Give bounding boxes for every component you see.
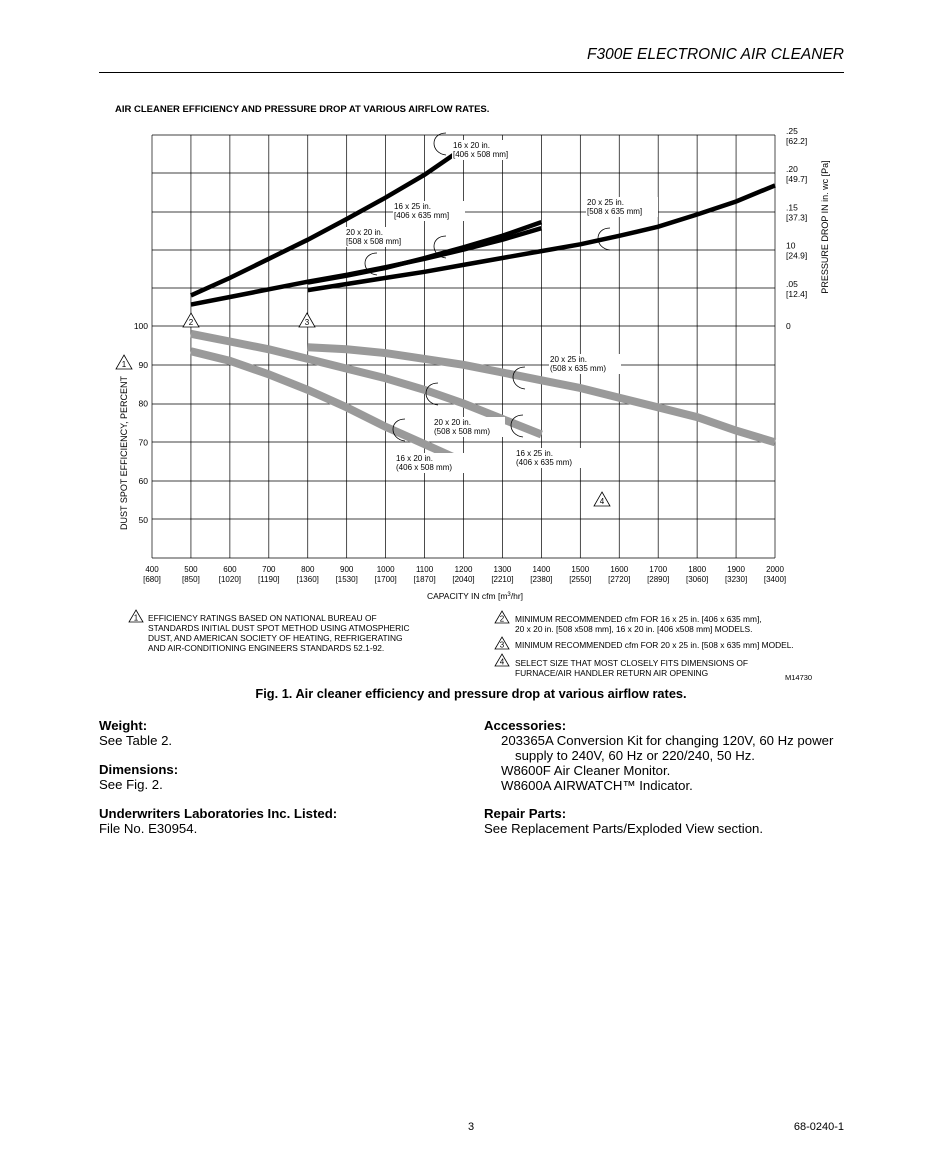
efficiency-tick-label: 70 [138,437,148,448]
note-markers [116,313,610,506]
x-axis-label: CAPACITY IN cfm $[m^3/hr]$ [426,591,524,601]
efficiency-label-16x25-line2: (406 x 635 mm) [516,458,573,467]
pressure-tick-label-metric: [37.3] [786,212,808,223]
efficiency-label-16x20-line1: 16 x 20 in. [396,454,433,463]
note-2-marker [494,610,510,624]
note-1 [148,613,478,653]
figure-id: M14730 [785,673,813,682]
pressure-label-20x25-line1: 20 x 25 in. [587,198,624,207]
efficiency-axis-label: DUST SPOT EFFICIENCY, PERCENT [119,375,129,531]
accessories-label: Accessories: [484,718,567,733]
note-1-line: STANDARDS INITIAL DUST SPOT METHOD USING ATMOSPHERIC [148,623,410,633]
accessory-item-text: supply to 240V, 60 Hz or 220/240, 50 Hz. [515,748,755,763]
pressure-label-16x25-line1: 16 x 25 in. [394,202,431,211]
note-1-marker [128,609,144,623]
accessories-section [484,718,854,793]
pressure-label-16x25-line2: [406 x 635 mm] [394,211,450,220]
x-tick-label: 1900 [727,565,745,574]
chart-heading: AIR CLEANER EFFICIENCY AND PRESSURE DROP AT VARIOUS AIRFLOW RATES. [115,104,490,115]
x-tick-label-metric: [2720] [608,575,631,584]
accessory-item: W8600A AIRWATCH™ Indicator. [501,778,693,793]
x-tick-label-metric: [2890] [647,575,670,584]
x-tick-label: 1100 [415,565,434,574]
marker-2-label: 2 [188,318,194,327]
x-tick-label-metric: [850] [182,575,200,584]
x-tick-label: 2000 [766,565,784,574]
note-3 [515,640,815,650]
x-tick-label: 400 [145,565,159,574]
pressure-tick-label: 0 [786,321,791,331]
x-tick-label: 500 [184,565,198,574]
pressure-tick-label-metric: [49.7] [786,174,808,185]
pressure-label-16x20-line2: [406 x 508 mm] [453,150,509,159]
x-tick-label: 1300 [493,565,512,574]
accessory-item: W8600F Air Cleaner Monitor. [501,763,671,778]
page-number: 3 [468,1121,475,1133]
note-4-line: SELECT SIZE THAT MOST CLOSELY FITS DIMENSIONS OF [515,658,748,668]
efficiency-label-16x20-line2: (406 x 508 mm) [396,463,453,472]
pressure-axis-label: PRESSURE DROP IN in. wc [Pa] [820,160,830,294]
x-tick-label-metric: [2550] [569,575,592,584]
x-tick-label-metric: [1190] [257,575,280,584]
repair-parts-section [484,806,763,836]
efficiency-label-20x25-line2: (508 x 635 mm) [550,364,607,373]
spec-label: Underwriters Laboratories Inc. Listed: [99,806,338,821]
x-tick-label: 700 [262,565,276,574]
note-1-line: AND AIR-CONDITIONING ENGINEERS STANDARDS 52.1-92. [148,643,385,653]
spec-label: Weight: [99,718,148,733]
spec-value: See Fig. 2. [99,777,163,792]
document-header-title: F300E ELECTRONIC AIR CLEANER [587,46,844,63]
x-tick-label: 1200 [454,565,473,574]
x-tick-label: 800 [301,565,315,574]
note-4-line: FURNACE/AIR HANDLER RETURN AIR OPENING [515,668,709,678]
pressure-tick-label: .20 [786,164,798,175]
curve-labels [345,133,658,473]
spec-ul-listed [99,806,337,836]
note-1-line: DUST, AND AMERICAN SOCIETY OF HEATING, REFRIGERATING [148,633,403,643]
efficiency-label-20x25-line1: 20 x 25 in. [550,355,587,364]
x-tick-label: 1400 [532,565,551,574]
note-2 [515,614,815,634]
marker-4-label: 4 [599,497,605,506]
pressure-tick-label: 10 [786,240,796,251]
svg-text:1: 1 [133,613,139,623]
x-tick-label-metric: [1530] [335,575,358,584]
note-2-line: MINIMUM RECOMMENDED cfm FOR 16 x 25 in. [406 x 635 mm], [515,614,762,624]
repair-parts-value: See Replacement Parts/Exploded View section. [484,821,764,836]
x-tick-label-metric: [2210] [491,575,514,584]
x-tick-label-metric: [1700] [374,575,397,584]
axis-ticks [134,126,807,584]
pressure-label-20x25-line2: [508 x 635 mm] [587,207,643,216]
pressure-drop-curves [191,148,775,305]
note-3-marker [494,636,510,650]
pressure-label-20x20-line1: 20 x 20 in. [346,228,383,237]
x-tick-label-metric: [2040] [452,575,475,584]
spec-value: See Table 2. [99,733,173,748]
pressure-tick-label-metric: [12.4] [786,288,808,299]
efficiency-label-20x20-line2: (508 x 508 mm) [434,427,491,436]
svg-text:2: 2 [499,614,505,624]
accessory-item-text: 203365A Conversion Kit for changing 120V, 60 Hz power [501,733,834,748]
pressure-label-16x20-line1: 16 x 20 in. [453,141,490,150]
spec-label: Dimensions: [99,762,179,777]
document-number: 68-0240-1 [793,1121,844,1133]
accessory-item [484,733,854,763]
pressure-tick-label-metric: [62.2] [786,136,808,146]
x-tick-label-metric: [1870] [413,575,436,584]
leader-loop [434,133,446,155]
pressure-tick-label: .15 [786,202,798,213]
x-tick-label: 900 [340,565,354,574]
x-tick-label: 1000 [376,565,395,574]
note-3-line: MINIMUM RECOMMENDED cfm FOR 20 x 25 in. [508 x 635 mm] MODEL. [515,640,794,650]
efficiency-tick-label: 80 [138,398,148,409]
spec-weight [99,718,172,748]
spec-dimensions [99,762,178,792]
pressure-label-20x20-line2: [508 x 508 mm] [346,237,402,246]
efficiency-tick-label: 60 [138,476,148,486]
efficiency-tick-label: 50 [138,514,148,525]
x-tick-label: 1600 [610,565,629,574]
pressure-tick-label: .25 [786,126,798,136]
x-tick-label-metric: [1020] [218,575,241,584]
efficiency-curves [191,334,775,462]
figure-caption: Fig. 1. Air cleaner efficiency and pressure drop at various airflow rates. [255,686,687,701]
x-tick-label-metric: [3060] [686,575,709,584]
pressure-tick-label: .05 [786,278,798,289]
note-4 [515,658,815,678]
x-tick-label: 1700 [649,565,668,574]
svg-text:4: 4 [499,657,505,667]
pressure-tick-label-metric: [24.9] [786,250,808,261]
efficiency-tick-label: 90 [138,359,148,370]
x-tick-label-metric: [1360] [296,575,319,584]
x-tick-label-metric: [2380] [530,575,553,584]
x-tick-label-metric: [3400] [763,575,787,584]
marker-1-label: 1 [121,360,127,369]
x-tick-label-metric: [3230] [724,575,748,584]
repair-parts-label: Repair Parts: [484,806,567,821]
x-tick-label: 1500 [571,565,590,574]
note-1-line: EFFICIENCY RATINGS BASED ON NATIONAL BUREAU OF [148,613,377,623]
note-4-marker [494,653,510,667]
spec-value: File No. E30954. [99,821,198,836]
x-tick-label-metric: [680] [143,575,161,584]
marker-3-label: 3 [304,318,310,327]
svg-text:3: 3 [499,640,505,650]
note-2-line: 20 x 20 in. [508 x508 mm], 16 x 20 in. [406 x508 mm] MODELS. [515,624,753,634]
efficiency-label-16x25-line1: 16 x 25 in. [516,449,553,458]
x-tick-label: 1800 [688,565,707,574]
efficiency-tick-label: 100 [133,321,148,331]
efficiency-label-20x20-line1: 20 x 20 in. [434,418,471,427]
x-tick-label: 600 [223,565,237,574]
